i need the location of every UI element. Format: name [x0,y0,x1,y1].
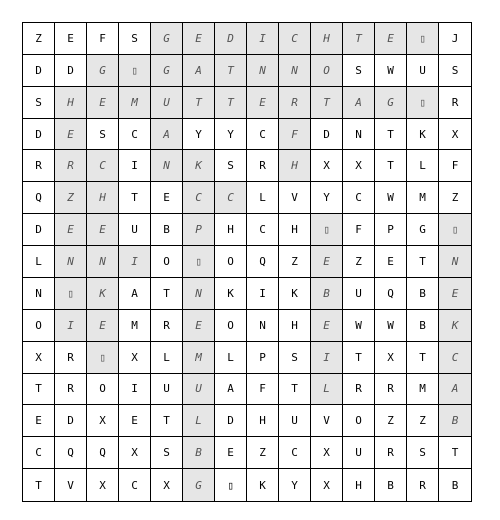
grid-cell[interactable]: H [87,182,119,214]
grid-cell[interactable]: X [119,437,151,469]
grid-cell[interactable]: H [247,405,279,437]
grid-cell[interactable]: T [23,374,55,406]
grid-cell[interactable]: Q [23,182,55,214]
grid-cell[interactable]: R [279,87,311,119]
grid-cell[interactable]: X [439,119,471,151]
grid-cell[interactable]: H [279,214,311,246]
grid-cell[interactable]: Z [23,23,55,55]
grid-cell[interactable]: E [375,246,407,278]
grid-cell[interactable]: T [151,405,183,437]
grid-cell[interactable]: ▯ [55,278,87,310]
grid-cell[interactable]: R [439,87,471,119]
grid-cell[interactable]: R [375,437,407,469]
grid-cell[interactable]: A [119,278,151,310]
word-search-puzzle [22,22,472,502]
grid-cell[interactable]: I [119,374,151,406]
grid-cell[interactable]: S [23,87,55,119]
grid-cell[interactable]: X [87,405,119,437]
grid-cell[interactable]: P [247,342,279,374]
grid-cell[interactable]: G [87,55,119,87]
grid-cell[interactable]: T [343,23,375,55]
grid-cell[interactable]: X [375,342,407,374]
grid-cell[interactable]: C [439,342,471,374]
grid-cell[interactable]: M [183,342,215,374]
grid-cell[interactable]: B [375,469,407,501]
grid-cell[interactable]: J [439,23,471,55]
grid-cell[interactable]: R [23,150,55,182]
grid-cell[interactable]: E [87,87,119,119]
grid-cell[interactable]: R [375,374,407,406]
grid-cell[interactable]: X [23,342,55,374]
grid-cell[interactable]: C [119,119,151,151]
grid-cell[interactable]: E [215,437,247,469]
grid-cell[interactable]: N [23,278,55,310]
grid-cell[interactable]: S [439,55,471,87]
grid-cell[interactable]: L [247,182,279,214]
grid-cell[interactable]: X [151,469,183,501]
grid-cell[interactable]: I [247,278,279,310]
grid-cell[interactable]: ▯ [311,214,343,246]
grid-cell[interactable]: N [279,55,311,87]
grid-cell[interactable]: S [119,23,151,55]
grid-cell[interactable]: F [343,214,375,246]
grid-cell[interactable]: ▯ [87,342,119,374]
grid-cell[interactable]: T [311,87,343,119]
grid-cell[interactable]: R [151,310,183,342]
grid-cell[interactable]: Z [407,405,439,437]
grid-cell[interactable]: G [375,87,407,119]
grid-cell[interactable]: D [23,55,55,87]
grid-cell[interactable]: L [23,246,55,278]
grid-cell[interactable]: H [343,469,375,501]
grid-cell[interactable]: D [23,214,55,246]
grid-cell[interactable]: E [55,119,87,151]
grid-cell[interactable]: B [451,478,459,492]
grid-cell[interactable]: T [439,437,471,469]
grid-cell[interactable]: R [55,374,87,406]
grid-cell[interactable]: Q [87,437,119,469]
grid-cell[interactable]: L [183,405,215,437]
grid-cell[interactable]: E [119,405,151,437]
grid-cell[interactable]: Z [343,246,375,278]
grid-cell[interactable]: U [183,374,215,406]
grid-cell[interactable]: I [247,23,279,55]
grid-cell[interactable]: X [87,469,119,501]
grid-cell[interactable]: O [215,246,247,278]
grid-cell[interactable]: C [247,119,279,151]
grid-cell[interactable]: G [407,214,439,246]
grid-cell[interactable]: M [119,310,151,342]
grid-cell[interactable]: U [343,437,375,469]
grid-cell[interactable]: T [215,55,247,87]
grid-cell[interactable]: K [215,278,247,310]
grid-cell[interactable]: R [55,342,87,374]
grid-cell[interactable]: T [375,119,407,151]
grid-cell[interactable]: M [407,182,439,214]
grid-cell[interactable]: N [439,246,471,278]
grid-cell[interactable]: L [407,150,439,182]
grid-cell[interactable]: V [311,405,343,437]
grid-cell[interactable]: H [55,87,87,119]
grid-cell[interactable]: U [151,87,183,119]
grid-cell[interactable]: V [55,469,87,501]
grid-cell[interactable]: P [183,214,215,246]
grid-cell[interactable]: V [279,182,311,214]
grid-cell[interactable]: H [215,214,247,246]
grid-cell[interactable]: Y [183,119,215,151]
grid-cell[interactable]: P [375,214,407,246]
grid-cell[interactable]: R [247,150,279,182]
grid-cell[interactable]: D [23,119,55,151]
grid-cell[interactable]: I [119,246,151,278]
grid-cell[interactable]: K [87,278,119,310]
grid-cell[interactable]: A [151,119,183,151]
grid-cell[interactable]: U [407,55,439,87]
grid-cell[interactable]: O [23,310,55,342]
grid-cell[interactable]: W [375,182,407,214]
grid-cell[interactable]: Q [375,278,407,310]
grid-cell[interactable]: T [183,87,215,119]
grid-cell[interactable]: L [215,342,247,374]
grid-cell[interactable]: E [311,310,343,342]
grid-cell[interactable]: T [279,374,311,406]
grid-cell[interactable]: A [343,87,375,119]
grid-cell[interactable]: K [247,469,279,501]
grid-cell[interactable]: U [343,278,375,310]
grid-cell[interactable]: ▯ [407,23,439,55]
grid-cell[interactable]: Y [279,469,311,501]
grid-cell[interactable]: I [119,150,151,182]
grid-cell[interactable]: D [215,405,247,437]
grid-cell[interactable]: C [87,150,119,182]
grid-cell[interactable]: C [23,437,55,469]
grid-cell[interactable]: E [311,246,343,278]
grid-cell[interactable]: K [439,310,471,342]
grid-cell[interactable]: W [375,310,407,342]
grid-cell[interactable]: O [215,310,247,342]
grid-cell[interactable]: R [55,150,87,182]
grid-cell[interactable]: M [119,87,151,119]
grid-cell[interactable]: E [439,278,471,310]
grid-cell[interactable]: H [279,150,311,182]
grid-cell[interactable]: D [311,119,343,151]
grid-cell[interactable]: E [183,23,215,55]
grid-cell[interactable]: F [279,119,311,151]
grid-cell[interactable]: D [55,405,87,437]
grid-cell[interactable]: O [87,374,119,406]
grid-cell[interactable]: E [55,214,87,246]
grid-cell[interactable]: F [247,374,279,406]
grid-cell[interactable]: T [23,469,55,501]
grid-cell[interactable]: T [119,182,151,214]
grid-cell[interactable]: F [439,150,471,182]
grid-cell[interactable]: X [343,150,375,182]
grid-cell[interactable]: A [215,374,247,406]
grid-cell[interactable]: N [247,310,279,342]
grid-cell[interactable]: W [375,55,407,87]
grid-cell[interactable]: G [183,469,215,501]
grid-cell[interactable]: E [151,182,183,214]
grid-cell[interactable]: B [439,405,471,437]
grid-cell[interactable]: G [151,55,183,87]
grid-cell[interactable]: S [343,55,375,87]
grid-cell[interactable]: ▯ [119,55,151,87]
grid-cell[interactable]: R [407,469,439,501]
grid-cell[interactable]: Y [215,119,247,151]
grid-cell[interactable]: B [151,214,183,246]
grid-cell[interactable]: O [311,55,343,87]
grid-cell[interactable]: Z [375,405,407,437]
grid-cell[interactable]: Z [247,437,279,469]
grid-cell[interactable]: U [151,374,183,406]
grid-cell[interactable]: K [279,278,311,310]
grid-cell[interactable]: C [119,469,151,501]
grid-cell[interactable]: C [215,182,247,214]
grid-cell[interactable]: N [55,246,87,278]
grid-cell[interactable]: X [119,342,151,374]
grid-cell[interactable]: ▯ [215,469,247,501]
grid-cell[interactable]: N [87,246,119,278]
grid-cell[interactable]: C [279,437,311,469]
grid-cell[interactable]: Z [279,246,311,278]
grid-cell[interactable]: E [55,23,87,55]
grid-cell[interactable]: O [151,246,183,278]
grid-cell[interactable]: ▯ [439,214,471,246]
grid-cell[interactable]: B [183,437,215,469]
grid-cell[interactable]: H [311,23,343,55]
grid-cell[interactable]: ▯ [183,246,215,278]
grid-cell[interactable]: D [215,23,247,55]
grid-cell[interactable]: B [311,278,343,310]
grid-cell[interactable]: E [183,310,215,342]
grid-cell[interactable]: N [151,150,183,182]
grid-cell[interactable]: O [343,405,375,437]
grid-cell[interactable]: C [279,23,311,55]
grid-cell[interactable]: S [87,119,119,151]
grid-cell[interactable]: F [87,23,119,55]
grid-cell[interactable]: R [343,374,375,406]
grid-cell[interactable]: C [247,214,279,246]
grid-cell[interactable]: L [151,342,183,374]
grid-cell[interactable]: H [279,310,311,342]
grid-cell[interactable]: N [247,55,279,87]
grid-cell[interactable]: T [375,150,407,182]
grid-cell[interactable]: Y [311,182,343,214]
grid-cell[interactable]: N [183,278,215,310]
grid-cell[interactable]: E [375,23,407,55]
grid-cell[interactable]: K [407,119,439,151]
grid-cell[interactable]: K [183,150,215,182]
grid-cell[interactable]: S [151,437,183,469]
grid-cell[interactable]: T [215,87,247,119]
grid-cell[interactable]: T [151,278,183,310]
grid-cell[interactable]: U [279,405,311,437]
grid-cell[interactable]: X [311,469,343,501]
grid-cell[interactable]: A [183,55,215,87]
grid-cell[interactable]: B [407,278,439,310]
grid-cell[interactable]: N [343,119,375,151]
grid-cell[interactable]: G [151,23,183,55]
grid-cell[interactable]: C [343,182,375,214]
grid-cell[interactable]: T [407,246,439,278]
grid-cell[interactable]: W [343,310,375,342]
grid-cell[interactable]: X [311,437,343,469]
grid-cell[interactable]: U [119,214,151,246]
grid-cell[interactable]: D [55,55,87,87]
grid-cell[interactable]: Q [247,246,279,278]
grid-cell[interactable]: E [87,214,119,246]
grid-cell[interactable]: S [215,150,247,182]
grid-cell[interactable]: X [311,150,343,182]
grid-cell[interactable]: M [407,374,439,406]
grid-cell[interactable]: S [279,342,311,374]
grid-cell[interactable]: I [55,310,87,342]
grid-cell[interactable]: E [23,405,55,437]
grid-cell[interactable]: A [439,374,471,406]
grid-cell[interactable]: C [183,182,215,214]
grid-cell[interactable]: S [407,437,439,469]
grid-cell[interactable]: E [247,87,279,119]
grid-cell[interactable]: Z [55,182,87,214]
grid-cell[interactable]: Q [55,437,87,469]
grid-cell[interactable]: T [407,342,439,374]
grid-cell[interactable]: T [343,342,375,374]
grid-cell[interactable]: E [87,310,119,342]
grid-cell[interactable]: L [311,374,343,406]
grid-cell[interactable]: B [407,310,439,342]
letter-grid [22,22,472,502]
grid-cell[interactable]: Z [439,182,471,214]
grid-cell[interactable]: ▯ [407,87,439,119]
grid-cell[interactable]: I [311,342,343,374]
